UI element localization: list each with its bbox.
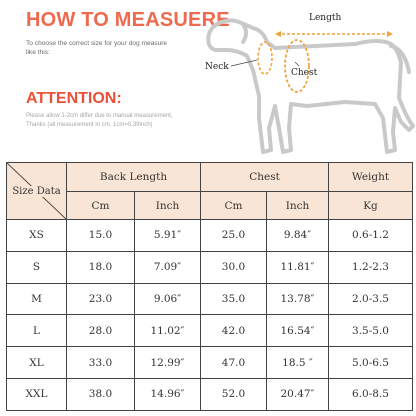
size-data-corner-cell: [7, 163, 67, 220]
cell-chest-cm: 47.0: [201, 347, 267, 379]
cell-size: S: [7, 251, 67, 283]
cell-back-cm: 15.0: [67, 220, 135, 252]
dog-silhouette-icon: [195, 0, 416, 162]
cell-back-inch: 9.06″: [135, 283, 201, 315]
table-row: [7, 283, 413, 315]
unit-back-cm: Cm: [67, 192, 135, 220]
unit-back-inch: Inch: [135, 192, 201, 220]
cell-back-inch: 14.96″: [135, 378, 201, 410]
table-row: [7, 315, 413, 347]
cell-chest-cm: 35.0: [201, 283, 267, 315]
cell-back-cm: 23.0: [67, 283, 135, 315]
dog-measurement-diagram: [195, 0, 416, 162]
table-header-row: [7, 163, 413, 192]
cell-size: XS: [7, 220, 67, 252]
chest-label: Chest: [291, 68, 318, 78]
table-row: [7, 378, 413, 410]
table-row: [7, 220, 413, 252]
cell-back-cm: 33.0: [67, 347, 135, 379]
cell-chest-inch: 9.84″: [267, 220, 329, 252]
cell-back-inch: 12.99″: [135, 347, 201, 379]
cell-weight: 3.5-5.0: [329, 315, 413, 347]
cell-weight: 0.6-1.2: [329, 220, 413, 252]
cell-back-inch: 11.02″: [135, 315, 201, 347]
cell-back-inch: 7.09″: [135, 251, 201, 283]
cell-weight: 2.0-3.5: [329, 283, 413, 315]
unit-weight-kg: Kg: [329, 192, 413, 220]
cell-chest-cm: 52.0: [201, 378, 267, 410]
cell-chest-inch: 16.54″: [267, 315, 329, 347]
cell-chest-inch: 18.5 ″: [267, 347, 329, 379]
unit-chest-inch: Inch: [267, 192, 329, 220]
cell-size: L: [7, 315, 67, 347]
table-row: [7, 251, 413, 283]
cell-chest-cm: 42.0: [201, 315, 267, 347]
cell-weight: 5.0-6.5: [329, 347, 413, 379]
attention-note-line-2: Thanks (all measurement in cm, 1cm=0.39inch): [26, 121, 153, 128]
neck-label: Neck: [205, 62, 229, 72]
cell-chest-inch: 13.78″: [267, 283, 329, 315]
cell-size: M: [7, 283, 67, 315]
cell-back-cm: 38.0: [67, 378, 135, 410]
unit-chest-cm: Cm: [201, 192, 267, 220]
size-chart-table: [6, 162, 413, 411]
cell-back-cm: 18.0: [67, 251, 135, 283]
header-weight: Weight: [329, 163, 413, 192]
table-row: [7, 347, 413, 379]
cell-chest-cm: 25.0: [201, 220, 267, 252]
measure-instructions: To choose the correct size for your dog measure like this:: [26, 40, 168, 56]
cell-weight: 6.0-8.5: [329, 378, 413, 410]
corner-label: Size Data: [12, 186, 61, 197]
attention-note-line-1: Please allow 1-2cm differ due to manual measurement,: [26, 113, 173, 119]
cell-size: XXL: [7, 378, 67, 410]
cell-chest-inch: 20.47″: [267, 378, 329, 410]
cell-chest-inch: 11.81″: [267, 251, 329, 283]
cell-weight: 1.2-2.3: [329, 251, 413, 283]
table-unit-row: [7, 192, 413, 220]
header-chest: Chest: [201, 163, 329, 192]
attention-heading: ATTENTION:: [26, 90, 122, 107]
cell-chest-cm: 30.0: [201, 251, 267, 283]
length-label: Length: [309, 13, 342, 23]
cell-back-cm: 28.0: [67, 315, 135, 347]
measure-guide-section: [0, 0, 416, 160]
page-title: HOW TO MEASUERE: [26, 9, 230, 31]
header-back-length: Back Length: [67, 163, 201, 192]
cell-back-inch: 5.91″: [135, 220, 201, 252]
cell-size: XL: [7, 347, 67, 379]
